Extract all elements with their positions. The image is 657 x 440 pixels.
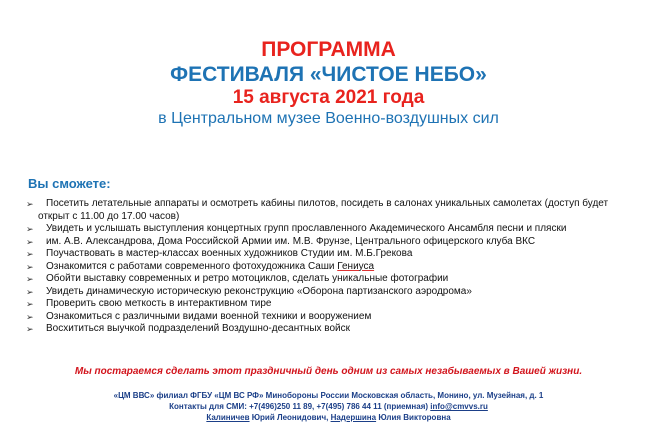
arrow-bullet-icon: ➢ — [26, 324, 34, 334]
photographer-name: Гениуса — [337, 260, 375, 272]
footer — [0, 390, 657, 423]
arrow-bullet-icon: ➢ — [26, 224, 34, 234]
list-item-continuation: открыт с 11.00 до 17.00 часов) — [38, 210, 180, 222]
activities-list — [24, 198, 644, 336]
email-link[interactable]: info@cmvvs.ru — [430, 402, 488, 411]
contact2-surname: Надершина — [330, 413, 377, 422]
festival-venue: в Центральном музее Военно-воздушных сил — [158, 110, 499, 127]
arrow-bullet-icon: ➢ — [26, 299, 34, 309]
footer-persons: Калиничев Юрий Леонидович, Надершина Юлия Викторовна — [206, 413, 451, 422]
list-item: ➢ им. А.В. Александрова, Дома Российской Армии им. М.В. Фрунзе, Центрального офицерского клуба ВКС — [26, 235, 536, 247]
title-block — [0, 38, 657, 129]
list-item: ➢ Поучаствовать в мастер-классах военных художников Студии им. М.Б.Грекова — [26, 248, 413, 259]
program-title: ПРОГРАММА — [261, 38, 396, 61]
list-item: ➢ Проверить свою меткость в интерактивном тире — [26, 298, 272, 309]
festival-title: ФЕСТИВАЛЯ «ЧИСТОЕ НЕБО» — [170, 63, 487, 86]
list-item: ➢ Восхититься выучкой подразделений Воздушно-десантных войск — [26, 323, 351, 334]
footer-address: «ЦМ ВВС» филиал ФГБУ «ЦМ ВС РФ» Минобороны России Московская область, Монино, ул. Музейная, д. 1 — [113, 391, 544, 400]
list-item: ➢ Обойти выставку современных и ретро мотоциклов, сделать уникальные фотографии — [26, 273, 449, 284]
arrow-bullet-icon: ➢ — [26, 286, 34, 297]
contact1-surname: Калиничев — [206, 413, 250, 422]
arrow-bullet-icon: ➢ — [26, 199, 34, 209]
footer-contacts: Контакты для СМИ: +7(496)250 11 89, +7(495) 786 44 11 (приемная) info@cmvvs.ru — [169, 402, 488, 411]
arrow-bullet-icon: ➢ — [26, 249, 34, 259]
arrow-bullet-icon: ➢ — [26, 311, 34, 322]
list-item: ➢ Увидеть и услышать выступления концертных групп прославленного Академического Ансамбля песни и пляски — [26, 223, 567, 234]
slogan: Мы постараемся сделать этот праздничный день одним из самых незабываемых в Вашей жизни. — [74, 366, 583, 377]
subheading: Вы сможете: — [28, 176, 111, 191]
list-item: ➢ Ознакомиться с различными видами военной техники и вооружением — [26, 310, 372, 322]
arrow-bullet-icon: ➢ — [26, 236, 34, 247]
list-item: ➢ Посетить летательные аппараты и осмотреть кабины пилотов, посидеть в салонах уникальных самолетах (доступ будет — [26, 198, 609, 209]
list-item: ➢ Ознакомится с работами современного фотохудожника Саши Гениуса — [26, 260, 375, 272]
arrow-bullet-icon: ➢ — [26, 261, 34, 272]
list-item: ➢ Увидеть динамическую историческую реконструкцию «Оборона партизанского аэродрома» — [26, 285, 472, 297]
arrow-bullet-icon: ➢ — [26, 274, 34, 284]
festival-date: 15 августа 2021 года — [232, 87, 425, 108]
